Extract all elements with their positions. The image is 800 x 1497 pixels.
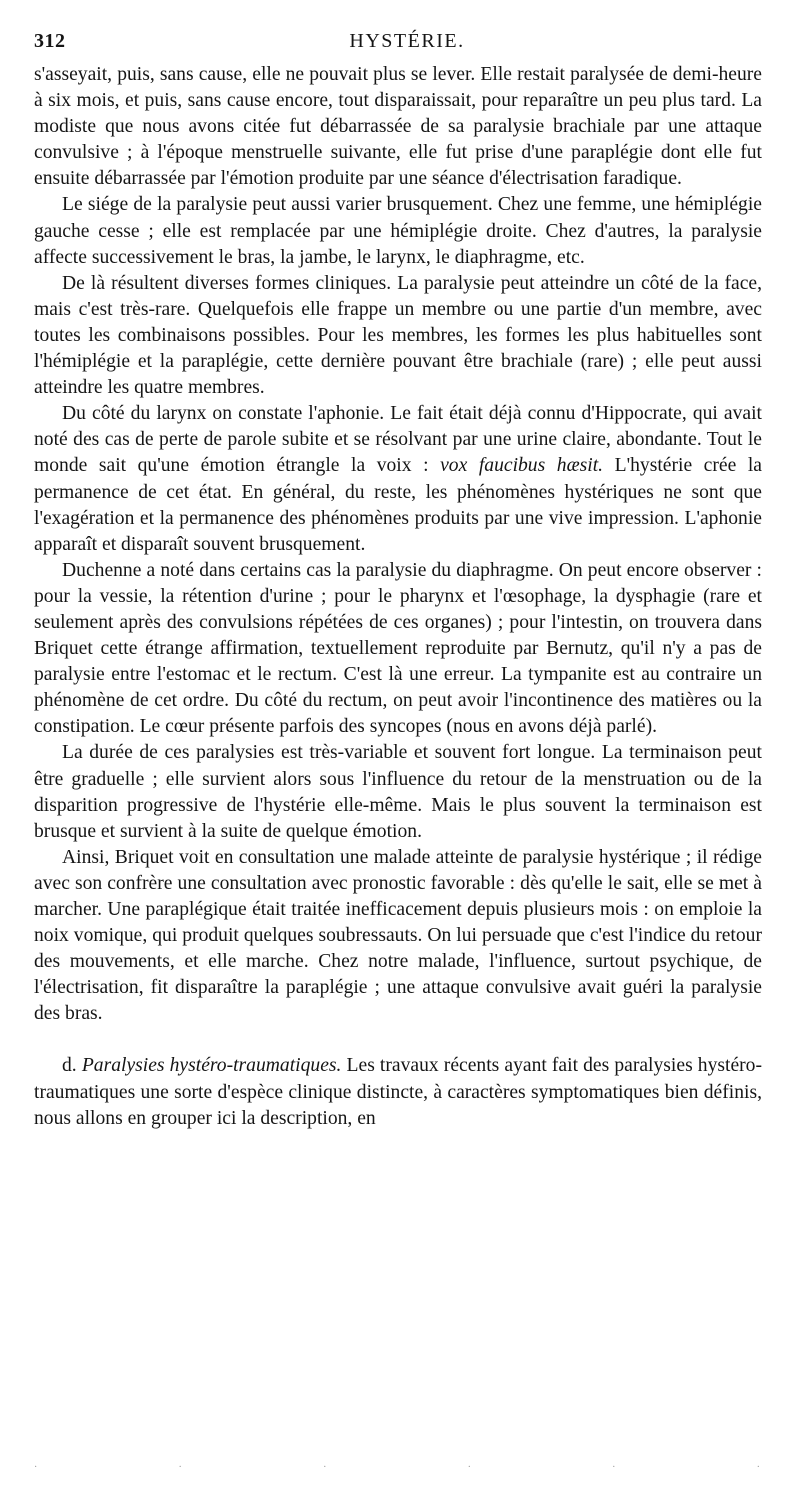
- paragraph: Duchenne a noté dans certains cas la paralysie du diaphragme. On peut encore observer : pour la vessie, la rétention d'urine ; pour le pharynx et l'œsophage, la dysphagie (rare et seulement après des convulsions répétées de ces organes) ; pour l'intestin, on trouvera dans Briquet cette étrange affirmation, textuellement reproduite par Bernutz, qu'il n'y a pas de paralysie entre l'estomac et le rectum. C'est là une erreur. La tympanite est au contraire un phénomène de cet ordre. Du côté du rectum, on peut avoir l'incontinence des matières ou la constipation. Le cœur présente parfois des syncopes (nous en avons déjà parlé).: [34, 559, 762, 738]
- paragraph: De là résultent diverses formes cliniques. La paralysie peut atteindre un côté de la face, mais c'est très-rare. Quelquefois elle frappe un membre ou une partie d'un membre, avec toutes les combinaisons possibles. Pour les membres, les formes les plus habituelles sont l'hémiplégie et la paraplégie, cette dernière pouvant être brachiale (rare) ; elle peut aussi atteindre les quatre membres.: [34, 272, 762, 399]
- speck-mark: ·: [612, 1462, 616, 1473]
- speck-mark: ·: [756, 1462, 760, 1473]
- paragraph: s'asseyait, puis, sans cause, elle ne pouvait plus se lever. Elle restait paralysée de demi-heure à six mois, et puis, sans cause encore, tout disparaissait, pour reparaître un peu plus tard. La modiste que nous avons citée fut débarrassée de sa paralysie brachiale par une attaque convulsive ; à l'époque menstruelle suivante, elle fut prise d'une paraplégie dont elle fut ensuite débarrassée par l'émotion produite par une séance d'électrisation faradique.: [34, 64, 762, 190]
- section-text: Les travaux récents ayant fait des paralysies hystéro-traumatiques une sorte d'espèce clinique distincte, à caractères symptomatiques bien définis, nous allons en grouper ici la description, en: [34, 1055, 762, 1129]
- paragraph: La durée de ces paralysies est très-variable et souvent fort longue. La terminaison peut être graduelle ; elle survient alors sous l'influence du retour de la menstruation ou de la disparition progressive de l'hystérie elle-même. Mais le plus souvent la terminaison est brusque et survient à la suite de quelque émotion.: [34, 742, 762, 842]
- section-marker: d.: [62, 1055, 77, 1077]
- page-number: 312: [34, 30, 66, 52]
- paragraph: Ainsi, Briquet voit en consultation une malade atteinte de paralysie hystérique ; il rédige avec son confrère une consultation avec pronostic favorable : dès qu'elle le sait, elle se met à marcher. Une paraplégique était traitée inefficacement depuis plusieurs mois : on emploie la noix vomique, qui produit quelques soubressauts. On lui persuade que c'est l'indice du retour des mouvements, et elle marche. Chez notre malade, l'influence, surtout psychique, de l'électrisation, fit disparaître la paraplégie ; une attaque convulsive avait guéri la paralysie des bras.: [34, 846, 762, 1025]
- speck-mark: ·: [467, 1462, 471, 1473]
- section-paragraph: [34, 1053, 762, 1131]
- speck-mark: ·: [34, 1462, 38, 1473]
- section-title: Paralysies hystéro-traumatiques.: [81, 1055, 342, 1077]
- speck-mark: ·: [323, 1462, 327, 1473]
- paragraph: [34, 401, 762, 558]
- running-title: HYSTÉRIE.: [349, 30, 465, 52]
- speck-mark: ·: [178, 1462, 182, 1473]
- latin-quote: vox faucibus hæsit.: [440, 455, 604, 477]
- body-text: [34, 62, 762, 1132]
- page-bottom-specks: [34, 1462, 760, 1473]
- page-header: [34, 30, 760, 60]
- paragraph: Le siége de la paralysie peut aussi varier brusquement. Chez une femme, une hémiplégie gauche cesse ; elle est remplacée par une hémiplégie droite. Chez d'autres, la paralysie affecte successivement le bras, la jambe, le larynx, le diaphragme, etc.: [34, 194, 762, 268]
- paragraph-text: L'hystérie crée la permanence de cet état. En général, du reste, les phénomènes hystériques ne sont que l'exagération et la permanence des phénomènes produits par une vive impression. L'aphonie apparaît et disparaît souvent brusquement.: [34, 455, 762, 555]
- paragraph-text: Du côté du larynx on constate l'aphonie. Le fait était déjà connu d'Hippocrate, qui avait noté des cas de perte de parole subite et se résolvant par une urine claire, abondante. Tout le monde sait qu'une émotion étrangle la voix :: [34, 403, 762, 477]
